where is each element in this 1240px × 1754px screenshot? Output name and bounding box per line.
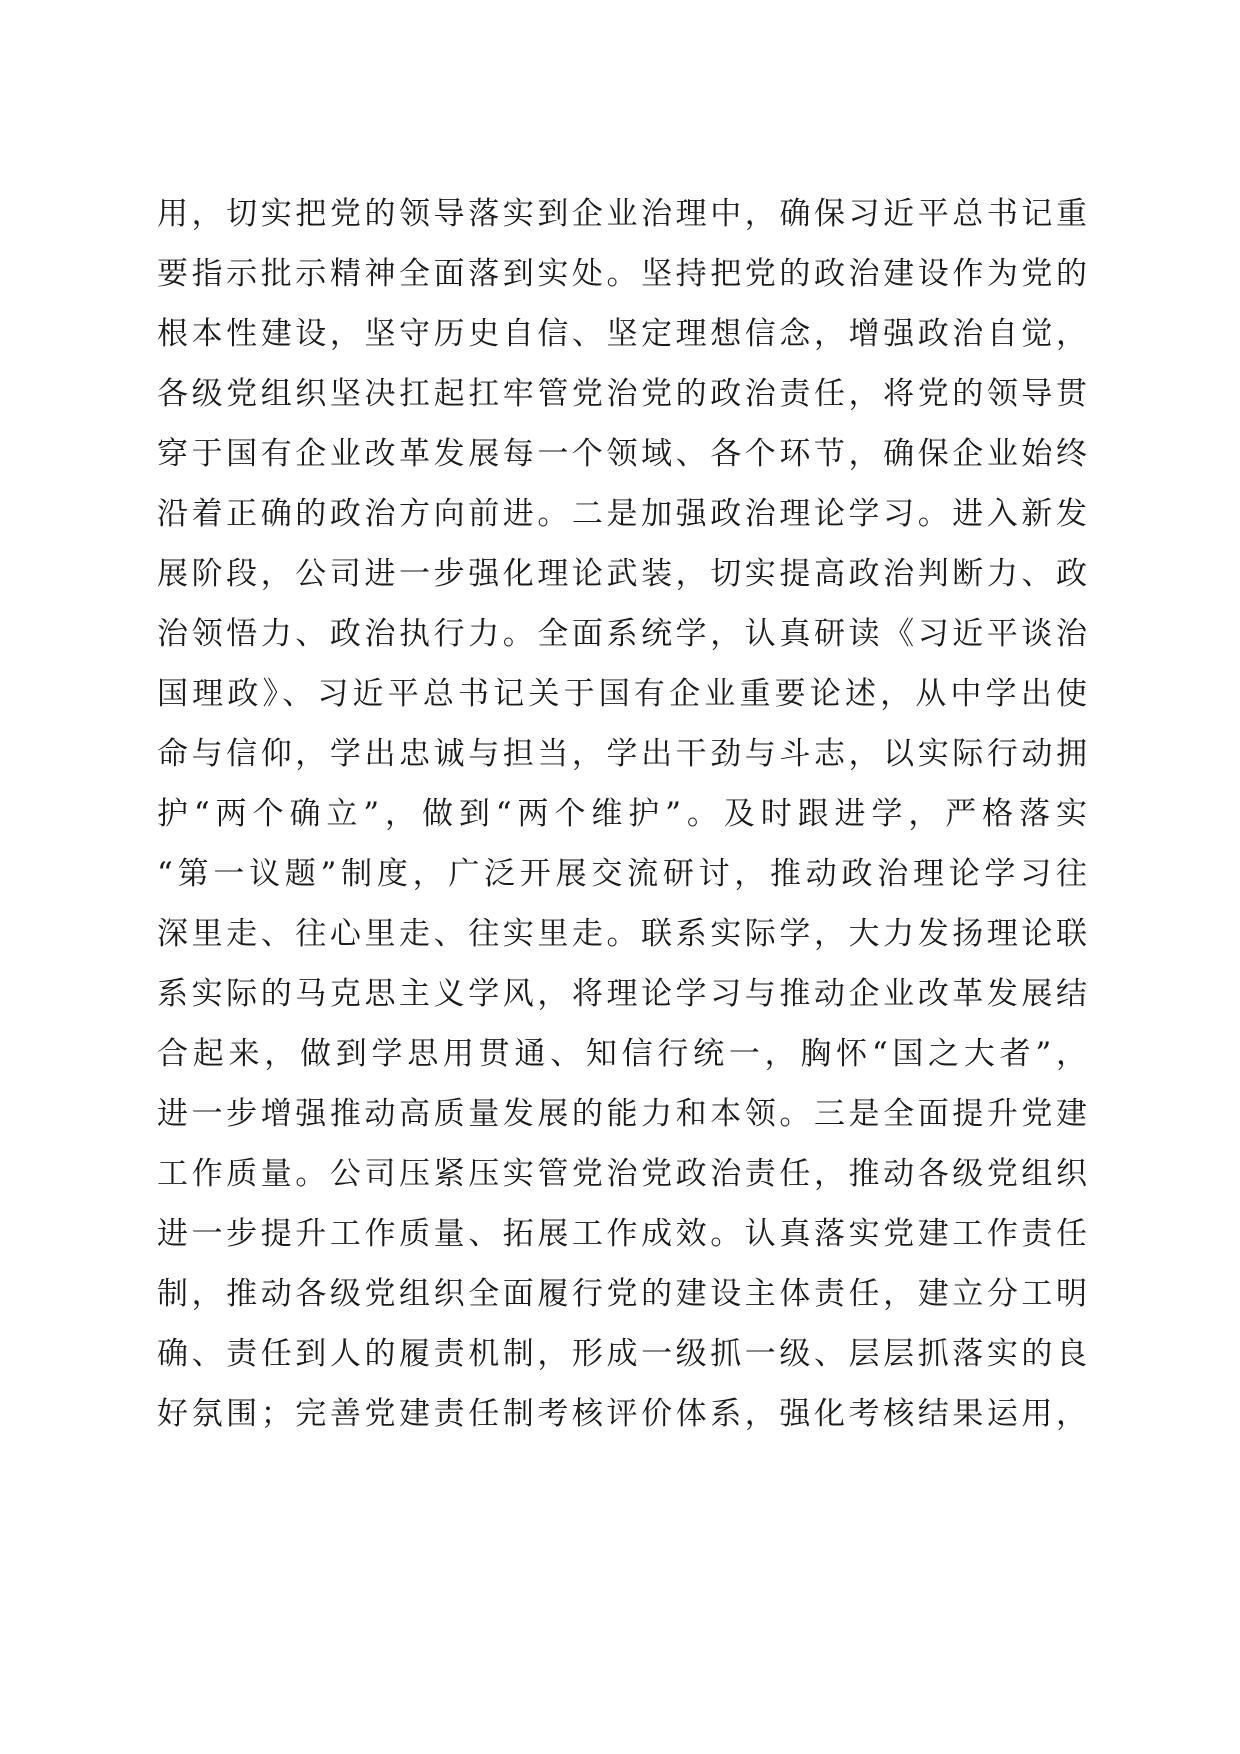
text-line: “第一议题”制度，广泛开展交流研讨，推动政治理论学习往 bbox=[157, 856, 1087, 892]
text-line: 命与信仰，学出忠诚与担当，学出干劲与斗志，以实际行动拥 bbox=[157, 736, 1087, 772]
text-line: 展阶段，公司进一步强化理论武装，切实提高政治判断力、政 bbox=[157, 556, 1087, 592]
text-line: 要指示批示精神全面落到实处。坚持把党的政治建设作为党的 bbox=[157, 256, 1087, 292]
text-line: 根本性建设，坚守历史自信、坚定理想信念，增强政治自觉， bbox=[157, 316, 1087, 352]
text-line: 沿着正确的政治方向前进。二是加强政治理论学习。进入新发 bbox=[157, 496, 1087, 532]
text-line: 进一步增强推动高质量发展的能力和本领。三是全面提升党建 bbox=[157, 1096, 1087, 1132]
text-line: 合起来，做到学思用贯通、知信行统一，胸怀“国之大者”， bbox=[157, 1036, 1087, 1072]
text-line: 确、责任到人的履责机制，形成一级抓一级、层层抓落实的良 bbox=[157, 1336, 1087, 1372]
text-line: 国理政》、习近平总书记关于国有企业重要论述，从中学出使 bbox=[157, 676, 1087, 712]
text-line: 各级党组织坚决扛起扛牢管党治党的政治责任，将党的领导贯 bbox=[157, 376, 1087, 412]
text-line: 好氛围；完善党建责任制考核评价体系，强化考核结果运用， bbox=[157, 1396, 1087, 1432]
text-line: 进一步提升工作质量、拓展工作成效。认真落实党建工作责任 bbox=[157, 1216, 1087, 1252]
text-line: 深里走、往心里走、往实里走。联系实际学，大力发扬理论联 bbox=[157, 916, 1087, 952]
text-line: 穿于国有企业改革发展每一个领域、各个环节，确保企业始终 bbox=[157, 436, 1087, 472]
text-line: 制，推动各级党组织全面履行党的建设主体责任，建立分工明 bbox=[157, 1276, 1087, 1312]
text-line: 护“两个确立”，做到“两个维护”。及时跟进学，严格落实 bbox=[157, 796, 1087, 832]
text-line: 系实际的马克思主义学风，将理论学习与推动企业改革发展结 bbox=[157, 976, 1087, 1012]
text-line: 工作质量。公司压紧压实管党治党政治责任，推动各级党组织 bbox=[157, 1156, 1087, 1192]
text-line: 治领悟力、政治执行力。全面系统学，认真研读《习近平谈治 bbox=[157, 616, 1087, 652]
text-line: 用，切实把党的领导落实到企业治理中，确保习近平总书记重 bbox=[157, 196, 1087, 232]
